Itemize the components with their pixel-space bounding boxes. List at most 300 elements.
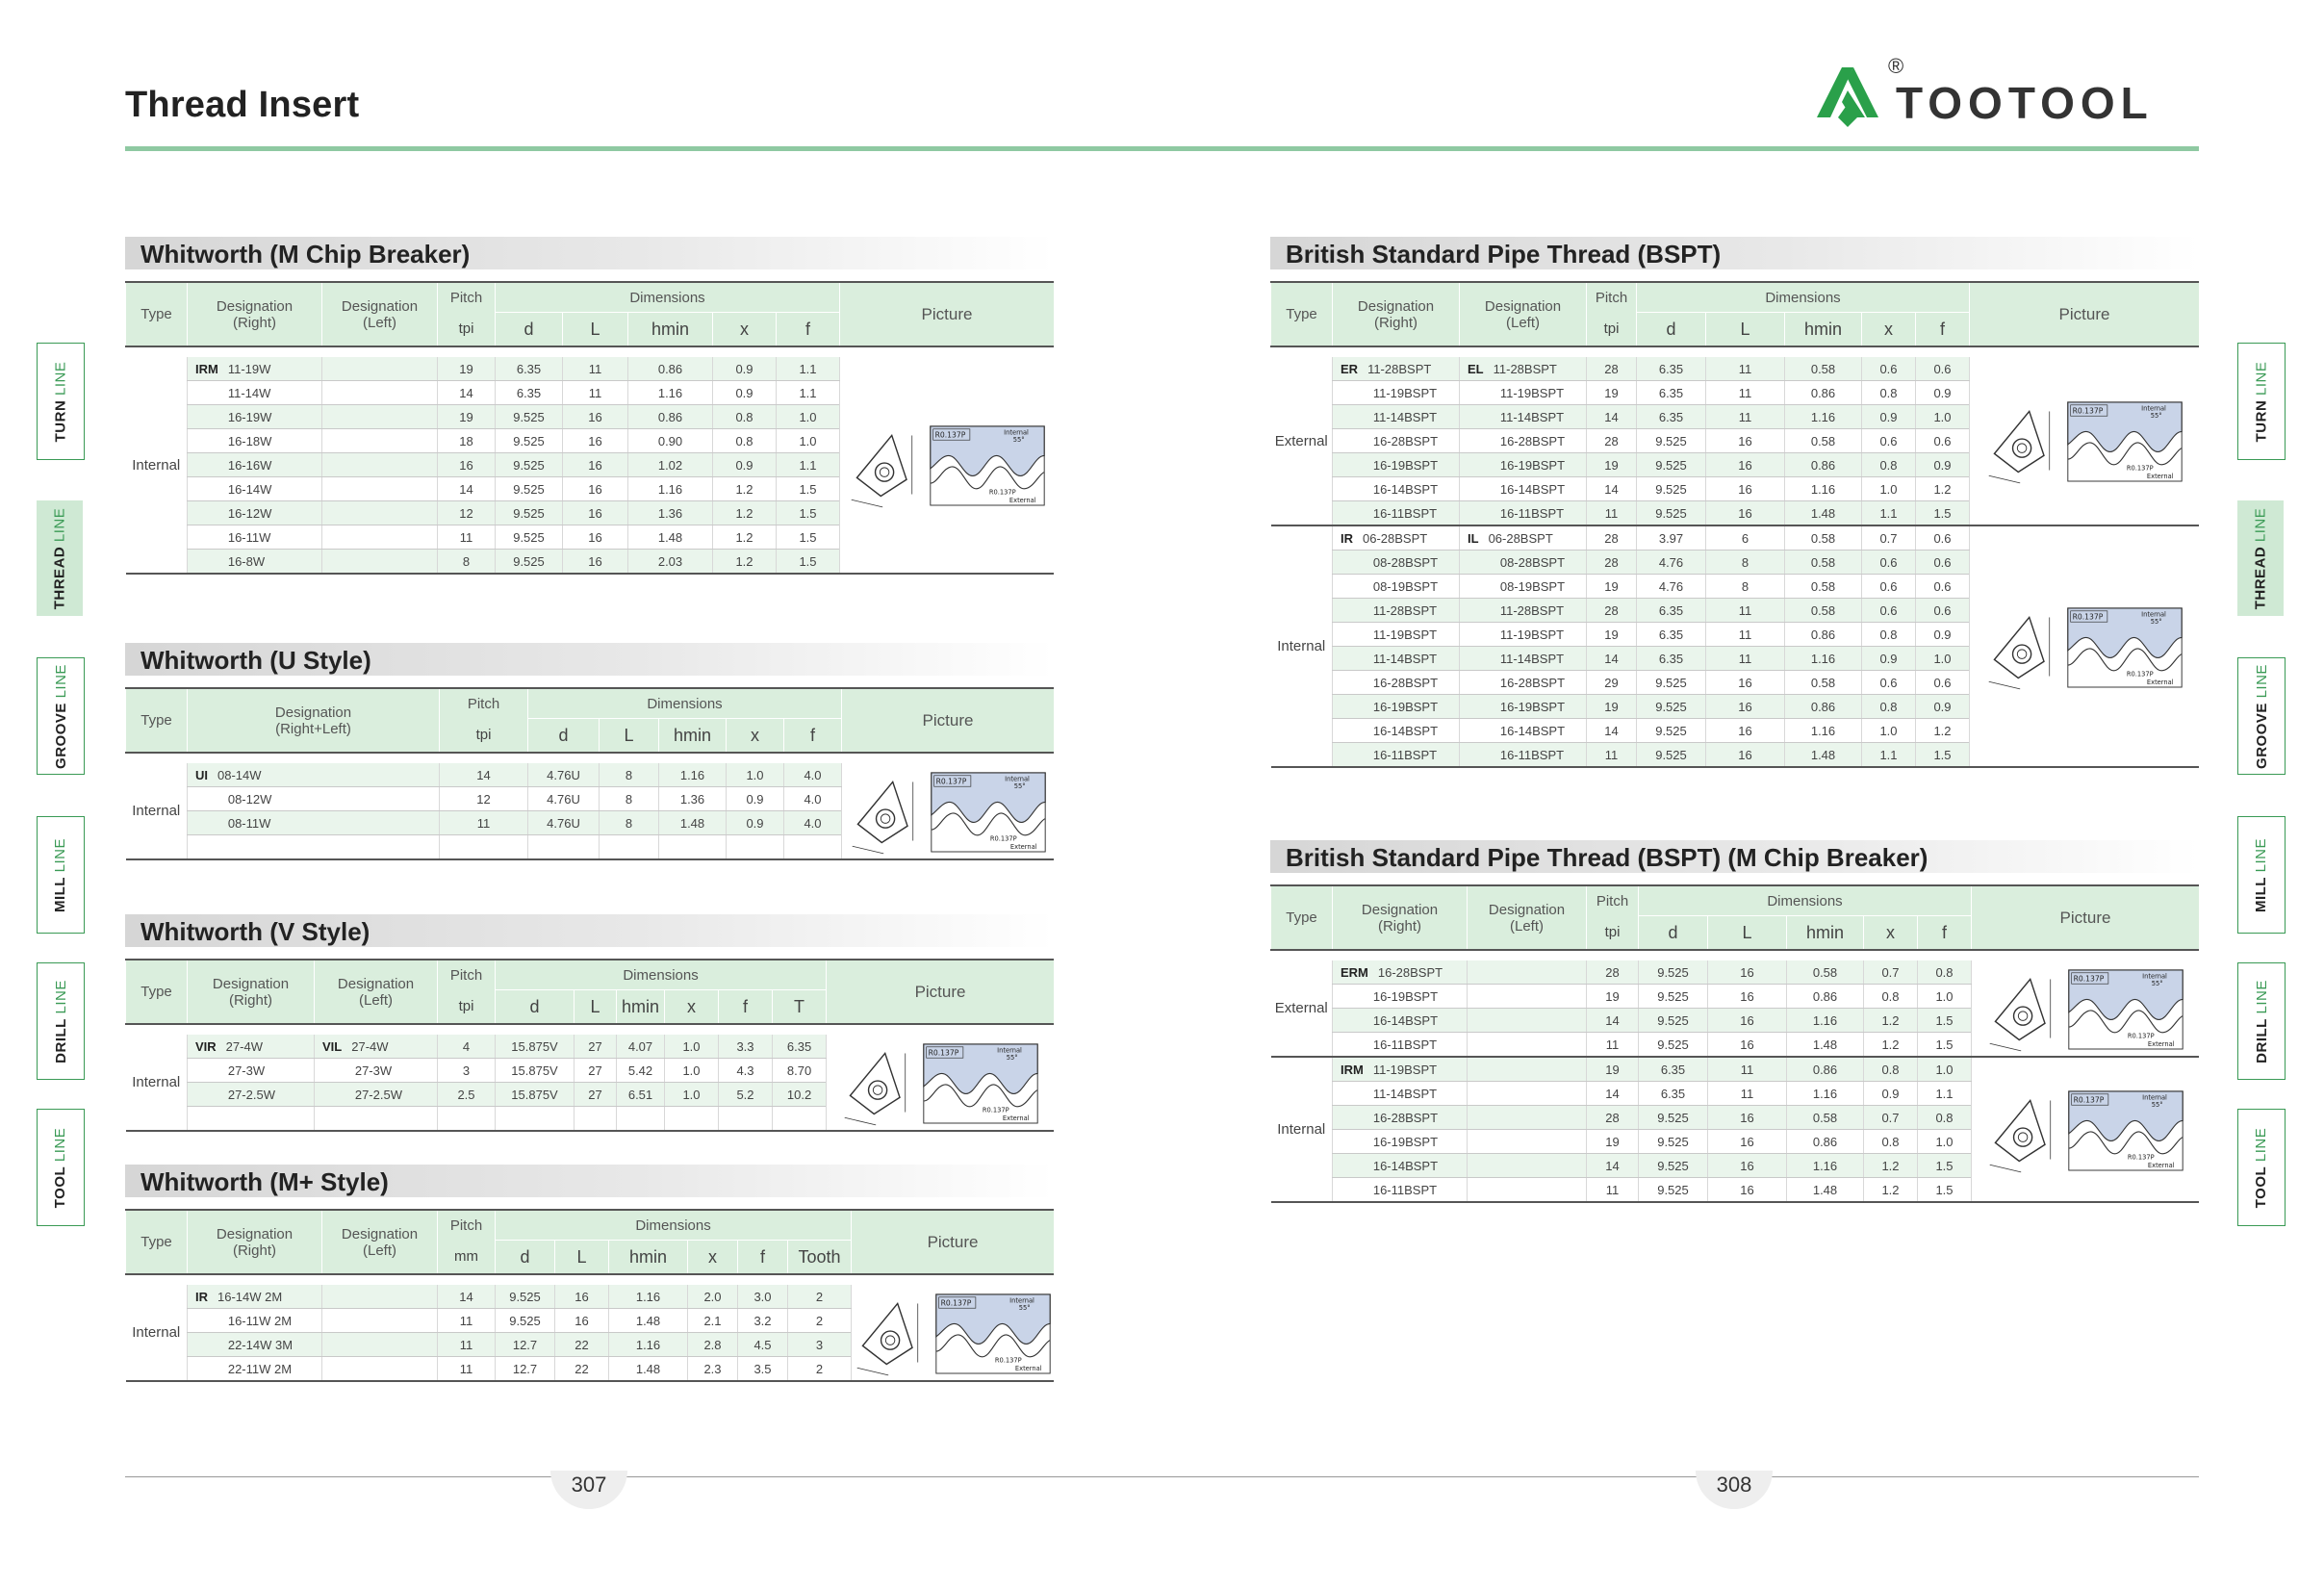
value-cell: 9.525 bbox=[496, 477, 563, 501]
value-cell: 19 bbox=[1587, 1057, 1639, 1082]
value-cell: 0.6 bbox=[1916, 551, 1970, 575]
value-cell bbox=[727, 835, 784, 860]
section-title: British Standard Pipe Thread (BSPT) (M Chip Breaker) bbox=[1270, 840, 2199, 873]
side-tab-mill[interactable] bbox=[37, 816, 85, 934]
table-body bbox=[1271, 950, 2200, 1202]
designation-cell: 16-11W 2M bbox=[188, 1309, 322, 1333]
value-cell: 6.35 bbox=[1637, 647, 1706, 671]
value-cell: 9.525 bbox=[1639, 1130, 1708, 1154]
value-cell: 0.9 bbox=[713, 453, 777, 477]
value-cell: 16 bbox=[1708, 1106, 1787, 1130]
value-cell: 28 bbox=[1587, 525, 1637, 551]
table-row bbox=[1271, 525, 2200, 551]
col-x: x bbox=[727, 719, 784, 754]
value-cell: 6.35 bbox=[1637, 381, 1706, 405]
col-type: Type bbox=[126, 960, 188, 1024]
internal-label: Internal bbox=[2141, 404, 2166, 413]
designation-cell: IL 06-28BSPT bbox=[1460, 525, 1587, 551]
value-cell: 9.525 bbox=[1637, 453, 1706, 477]
designation-cell bbox=[1468, 1057, 1587, 1082]
value-cell: 9.525 bbox=[1637, 477, 1706, 501]
value-cell: 4.0 bbox=[784, 763, 842, 787]
value-cell: 1.48 bbox=[609, 1309, 688, 1333]
value-cell: 2.5 bbox=[438, 1083, 496, 1107]
col-dimensions: Dimensions bbox=[496, 282, 840, 313]
col-pitch: Pitch bbox=[438, 282, 496, 313]
value-cell: 9.525 bbox=[1637, 695, 1706, 719]
col-designation-left: Designation (Left) bbox=[315, 960, 438, 1024]
value-cell: 14 bbox=[1587, 477, 1637, 501]
value-cell: 19 bbox=[438, 357, 496, 381]
value-cell: 0.9 bbox=[713, 381, 777, 405]
value-cell: 16 bbox=[1708, 1130, 1787, 1154]
thread-insert-diagram bbox=[1984, 1084, 2186, 1176]
value-cell: 11 bbox=[1706, 357, 1785, 381]
col-hmin: hmin bbox=[659, 719, 727, 754]
value-cell: 0.86 bbox=[1787, 1130, 1864, 1154]
table-body bbox=[126, 346, 1055, 574]
external-label: External bbox=[1009, 497, 1036, 505]
value-cell: 0.8 bbox=[1864, 985, 1918, 1009]
value-cell: 4.76 bbox=[1637, 575, 1706, 599]
designation-cell bbox=[1468, 960, 1587, 985]
value-cell: 9.525 bbox=[496, 525, 563, 550]
value-cell: 2.0 bbox=[688, 1285, 738, 1309]
col-hmin: hmin bbox=[628, 313, 713, 347]
designation-cell: 16-28BSPT bbox=[1333, 429, 1460, 453]
value-cell: 2.03 bbox=[628, 550, 713, 575]
designation-cell bbox=[188, 1107, 315, 1132]
side-tab-thread[interactable] bbox=[37, 500, 83, 616]
value-cell: 9.525 bbox=[1639, 1009, 1708, 1033]
value-cell: 9.525 bbox=[1639, 985, 1708, 1009]
value-cell: 0.8 bbox=[1864, 1130, 1918, 1154]
value-cell: 8 bbox=[600, 811, 659, 835]
picture-cell bbox=[852, 1285, 1054, 1381]
type-cell bbox=[1271, 1057, 1333, 1202]
side-tab-label: THREAD LINE bbox=[51, 507, 68, 609]
value-cell: 8 bbox=[1706, 551, 1785, 575]
col-dimensions: Dimensions bbox=[1637, 282, 1970, 313]
value-cell: 11 bbox=[440, 811, 528, 835]
internal-label: Internal bbox=[1004, 428, 1029, 437]
designation-cell: 08-28BSPT bbox=[1460, 551, 1587, 575]
insert-outline bbox=[1990, 1100, 2051, 1171]
col-T: T bbox=[773, 990, 827, 1025]
side-tab-groove[interactable] bbox=[37, 657, 85, 775]
col-type: Type bbox=[1271, 282, 1333, 346]
value-cell: 0.90 bbox=[628, 429, 713, 453]
value-cell: 11 bbox=[1587, 501, 1637, 526]
side-tab-label: MILL LINE bbox=[2253, 837, 2270, 912]
value-cell: 1.48 bbox=[628, 525, 713, 550]
designation-cell: ERM 16-28BSPT bbox=[1333, 960, 1468, 985]
value-cell: 9.525 bbox=[1637, 501, 1706, 526]
value-cell: 16 bbox=[1708, 1178, 1787, 1203]
col-designation-right: Designation (Right) bbox=[188, 282, 322, 346]
value-cell: 9.525 bbox=[496, 405, 563, 429]
table-body bbox=[1271, 346, 2200, 767]
value-cell: 0.58 bbox=[1785, 599, 1862, 623]
designation-cell: 11-19BSPT bbox=[1333, 381, 1460, 405]
type-label: Internal bbox=[1277, 1121, 1326, 1138]
value-cell: 0.86 bbox=[1785, 453, 1862, 477]
radius-label-internal: R0.137P bbox=[2072, 611, 2104, 621]
value-cell: 3.0 bbox=[738, 1285, 788, 1309]
table-row bbox=[126, 1285, 1055, 1309]
col-d: d bbox=[496, 990, 575, 1025]
value-cell: 0.6 bbox=[1916, 357, 1970, 381]
type-label: External bbox=[1274, 432, 1328, 449]
value-cell: 6.35 bbox=[1639, 1057, 1708, 1082]
value-cell: 28 bbox=[1587, 960, 1639, 985]
value-cell bbox=[659, 835, 727, 860]
value-cell: 15.875V bbox=[496, 1059, 575, 1083]
designation-cell bbox=[1468, 1033, 1587, 1058]
value-cell: 11 bbox=[1587, 1033, 1639, 1058]
value-cell: 1.5 bbox=[1918, 1154, 1972, 1178]
value-cell: 1.16 bbox=[609, 1285, 688, 1309]
value-cell: 4.76U bbox=[528, 787, 600, 811]
value-cell: 1.5 bbox=[777, 550, 840, 575]
designation-cell bbox=[322, 550, 438, 575]
spec-table bbox=[125, 1209, 1054, 1382]
designation-cell: ER 11-28BSPT bbox=[1333, 357, 1460, 381]
col-picture: Picture bbox=[852, 1210, 1054, 1274]
picture-cell bbox=[840, 357, 1055, 574]
value-cell: 1.0 bbox=[665, 1035, 719, 1059]
type-label: Internal bbox=[132, 803, 181, 819]
col-type: Type bbox=[126, 1210, 188, 1274]
value-cell: 0.86 bbox=[1785, 623, 1862, 647]
value-cell: 1.0 bbox=[1916, 647, 1970, 671]
designation-cell: 16-11BSPT bbox=[1333, 1033, 1468, 1058]
designation-cell bbox=[322, 429, 438, 453]
value-cell: 14 bbox=[1587, 1009, 1639, 1033]
value-cell: 27 bbox=[575, 1083, 617, 1107]
designation-cell: 16-28BSPT bbox=[1333, 1106, 1468, 1130]
designation-cell: UI 08-14W bbox=[188, 763, 440, 787]
value-cell: 1.0 bbox=[727, 763, 784, 787]
col-L: L bbox=[555, 1241, 609, 1275]
col-x: x bbox=[1864, 916, 1918, 951]
designation-cell: 08-19BSPT bbox=[1460, 575, 1587, 599]
designation-cell: IR 06-28BSPT bbox=[1333, 525, 1460, 551]
value-cell: 0.7 bbox=[1862, 525, 1916, 551]
col-tpi: tpi bbox=[1587, 916, 1639, 951]
col-picture: Picture bbox=[842, 688, 1055, 753]
value-cell: 12.7 bbox=[496, 1333, 555, 1357]
table-row bbox=[1271, 960, 2200, 985]
value-cell: 1.5 bbox=[1916, 501, 1970, 526]
value-cell: 0.6 bbox=[1916, 599, 1970, 623]
side-tab-label: TOOL LINE bbox=[52, 1127, 69, 1208]
insert-outline bbox=[1989, 411, 2050, 482]
value-cell: 0.86 bbox=[1787, 985, 1864, 1009]
designation-cell bbox=[322, 1309, 438, 1333]
picture-cell bbox=[1970, 357, 2200, 525]
side-tab-thread[interactable] bbox=[2237, 500, 2284, 616]
value-cell bbox=[784, 835, 842, 860]
col-d: d bbox=[1637, 313, 1706, 347]
designation-cell: 16-19W bbox=[188, 405, 322, 429]
col-f: f bbox=[1918, 916, 1972, 951]
value-cell: 5.2 bbox=[719, 1083, 773, 1107]
col-x: x bbox=[713, 313, 777, 347]
side-tab-tool[interactable] bbox=[2237, 1109, 2286, 1226]
value-cell: 1.36 bbox=[659, 787, 727, 811]
value-cell: 11 bbox=[1708, 1082, 1787, 1106]
side-tab-groove[interactable] bbox=[2237, 657, 2286, 775]
value-cell: 1.16 bbox=[1785, 477, 1862, 501]
col-pitch: Pitch bbox=[440, 688, 528, 719]
value-cell: 1.1 bbox=[777, 453, 840, 477]
value-cell: 1.2 bbox=[1916, 719, 1970, 743]
internal-label: Internal bbox=[2142, 1093, 2167, 1101]
value-cell: 0.58 bbox=[1787, 960, 1864, 985]
designation-cell bbox=[322, 453, 438, 477]
value-cell: 8.70 bbox=[773, 1059, 827, 1083]
spec-table bbox=[125, 687, 1054, 860]
designation-cell: 16-28BSPT bbox=[1460, 671, 1587, 695]
value-cell: 0.9 bbox=[1916, 695, 1970, 719]
value-cell: 16 bbox=[563, 453, 628, 477]
side-tab-label: DRILL LINE bbox=[52, 979, 69, 1063]
value-cell: 2.3 bbox=[688, 1357, 738, 1382]
value-cell: 14 bbox=[1587, 405, 1637, 429]
page-number-right: 308 bbox=[1696, 1471, 1773, 1509]
value-cell: 0.8 bbox=[1862, 695, 1916, 719]
value-cell: 1.5 bbox=[777, 501, 840, 525]
tootool-mark-icon bbox=[1809, 56, 1886, 133]
col-picture: Picture bbox=[1970, 282, 2200, 346]
value-cell: 9.525 bbox=[496, 429, 563, 453]
designation-cell: 11-14W bbox=[188, 381, 322, 405]
value-cell: 0.8 bbox=[1862, 453, 1916, 477]
col-designation-right: Designation (Right) bbox=[188, 1210, 322, 1274]
value-cell: 0.58 bbox=[1785, 551, 1862, 575]
col-designation-left: Designation (Left) bbox=[322, 1210, 438, 1274]
col-picture: Picture bbox=[840, 282, 1055, 346]
radius-label-internal: R0.137P bbox=[940, 1297, 972, 1307]
value-cell: 16 bbox=[1706, 671, 1785, 695]
value-cell: 11 bbox=[563, 381, 628, 405]
table-spacer bbox=[126, 346, 1055, 357]
designation-cell: 27-2.5W bbox=[315, 1083, 438, 1107]
designation-cell: EL 11-28BSPT bbox=[1460, 357, 1587, 381]
table-row bbox=[1271, 357, 2200, 381]
value-cell: 1.0 bbox=[777, 405, 840, 429]
value-cell: 1.5 bbox=[1918, 1033, 1972, 1058]
value-cell: 19 bbox=[1587, 1130, 1639, 1154]
designation-cell: 16-14W bbox=[188, 477, 322, 501]
radius-label-external: R0.137P bbox=[2127, 1153, 2155, 1162]
value-cell: 12 bbox=[440, 787, 528, 811]
col-picture: Picture bbox=[1972, 885, 2200, 950]
value-cell: 4.76 bbox=[1637, 551, 1706, 575]
internal-label: Internal bbox=[1005, 775, 1030, 782]
value-cell: 19 bbox=[1587, 575, 1637, 599]
type-label: External bbox=[1274, 1000, 1328, 1016]
side-tab-drill[interactable] bbox=[37, 962, 85, 1080]
angle-label: 55° bbox=[1006, 1053, 1018, 1062]
value-cell: 1.5 bbox=[1918, 1178, 1972, 1203]
side-tab-drill[interactable] bbox=[2237, 962, 2286, 1080]
external-label: External bbox=[2146, 678, 2174, 686]
value-cell: 16 bbox=[438, 453, 496, 477]
value-cell: 9.525 bbox=[1637, 671, 1706, 695]
thread-insert-diagram bbox=[852, 1287, 1054, 1379]
section-title: Whitworth (M Chip Breaker) bbox=[125, 237, 1054, 269]
insert-outline bbox=[857, 1303, 918, 1374]
side-tab-turn[interactable] bbox=[37, 343, 85, 460]
col-designation: Designation (Right+Left) bbox=[188, 688, 440, 753]
designation-cell: IRM 11-19W bbox=[188, 357, 322, 381]
value-cell: 14 bbox=[1587, 1154, 1639, 1178]
value-cell: 1.5 bbox=[777, 525, 840, 550]
value-cell: 0.9 bbox=[1916, 623, 1970, 647]
col-d: d bbox=[496, 313, 563, 347]
value-cell: 0.58 bbox=[1785, 671, 1862, 695]
thread-profile bbox=[2068, 607, 2182, 686]
designation-cell: 22-14W 3M bbox=[188, 1333, 322, 1357]
designation-cell bbox=[322, 477, 438, 501]
radius-label-internal: R0.137P bbox=[934, 430, 966, 440]
value-cell: 16 bbox=[555, 1309, 609, 1333]
type-cell bbox=[1271, 960, 1333, 1057]
radius-label-external: R0.137P bbox=[2127, 1032, 2155, 1040]
value-cell: 16 bbox=[1706, 501, 1785, 526]
value-cell: 1.1 bbox=[1862, 743, 1916, 768]
value-cell: 1.48 bbox=[1785, 743, 1862, 768]
value-cell bbox=[496, 1107, 575, 1132]
side-tab-label: TOOL LINE bbox=[2253, 1127, 2270, 1208]
value-cell: 8 bbox=[600, 787, 659, 811]
value-cell: 1.5 bbox=[1916, 743, 1970, 768]
value-cell: 11 bbox=[1706, 381, 1785, 405]
col-L: L bbox=[575, 990, 617, 1025]
picture-cell bbox=[827, 1035, 1054, 1131]
value-cell: 9.525 bbox=[1639, 1033, 1708, 1058]
col-f: f bbox=[719, 990, 773, 1025]
value-cell: 11 bbox=[1706, 623, 1785, 647]
value-cell: 0.8 bbox=[1862, 623, 1916, 647]
value-cell: 0.6 bbox=[1862, 429, 1916, 453]
value-cell: 28 bbox=[1587, 429, 1637, 453]
side-tab-tool[interactable] bbox=[37, 1109, 85, 1226]
col-type: Type bbox=[1271, 885, 1333, 950]
value-cell: 0.9 bbox=[727, 787, 784, 811]
value-cell: 0.6 bbox=[1862, 575, 1916, 599]
value-cell: 4.3 bbox=[719, 1059, 773, 1083]
designation-cell bbox=[1468, 1154, 1587, 1178]
side-tab-label: GROOVE LINE bbox=[52, 663, 69, 769]
col-d: d bbox=[496, 1241, 555, 1275]
designation-cell bbox=[1468, 1082, 1587, 1106]
value-cell: 2.1 bbox=[688, 1309, 738, 1333]
thread-insert-diagram bbox=[839, 1037, 1041, 1129]
internal-label: Internal bbox=[997, 1046, 1022, 1054]
value-cell: 16 bbox=[563, 429, 628, 453]
designation-cell bbox=[322, 525, 438, 550]
radius-label-external: R0.137P bbox=[989, 834, 1017, 843]
designation-cell: 16-28BSPT bbox=[1460, 429, 1587, 453]
table-row bbox=[1271, 1057, 2200, 1082]
col-L: L bbox=[563, 313, 628, 347]
value-cell: 1.5 bbox=[777, 477, 840, 501]
col-designation-left: Designation (Left) bbox=[1468, 885, 1587, 950]
designation-cell: 11-14BSPT bbox=[1333, 647, 1460, 671]
value-cell bbox=[665, 1107, 719, 1132]
value-cell: 0.6 bbox=[1916, 671, 1970, 695]
designation-cell: 16-14BSPT bbox=[1333, 719, 1460, 743]
value-cell: 19 bbox=[1587, 453, 1637, 477]
value-cell: 16 bbox=[1706, 477, 1785, 501]
angle-label: 55° bbox=[2151, 979, 2163, 987]
designation-cell: 16-19BSPT bbox=[1460, 695, 1587, 719]
value-cell: 0.6 bbox=[1862, 599, 1916, 623]
designation-cell: 11-19BSPT bbox=[1460, 381, 1587, 405]
page-title: Thread Insert bbox=[125, 85, 360, 125]
side-tab-turn[interactable] bbox=[2237, 343, 2286, 460]
value-cell: 3 bbox=[788, 1333, 852, 1357]
value-cell: 6.35 bbox=[496, 357, 563, 381]
spec-table bbox=[125, 959, 1054, 1132]
designation-cell bbox=[1468, 1178, 1587, 1203]
value-cell: 2 bbox=[788, 1285, 852, 1309]
value-cell: 12.7 bbox=[496, 1357, 555, 1382]
radius-label-external: R0.137P bbox=[994, 1356, 1022, 1365]
angle-label: 55° bbox=[2150, 412, 2162, 421]
value-cell: 4.0 bbox=[784, 787, 842, 811]
col-f: f bbox=[738, 1241, 788, 1275]
side-tab-label: DRILL LINE bbox=[2253, 979, 2270, 1063]
col-hmin: hmin bbox=[609, 1241, 688, 1275]
spec-table bbox=[1270, 884, 2199, 1203]
value-cell: 1.0 bbox=[1918, 985, 1972, 1009]
value-cell: 9.525 bbox=[1639, 1106, 1708, 1130]
value-cell: 1.16 bbox=[1787, 1154, 1864, 1178]
value-cell: 11 bbox=[1706, 405, 1785, 429]
designation-cell: 08-19BSPT bbox=[1333, 575, 1460, 599]
value-cell: 9.525 bbox=[1637, 429, 1706, 453]
value-cell: 6.35 bbox=[1637, 405, 1706, 429]
internal-label: Internal bbox=[1009, 1296, 1034, 1304]
value-cell: 11 bbox=[438, 1333, 496, 1357]
value-cell: 28 bbox=[1587, 357, 1637, 381]
type-cell bbox=[1271, 357, 1333, 525]
picture-cell bbox=[1972, 960, 2200, 1057]
value-cell: 1.0 bbox=[665, 1083, 719, 1107]
designation-cell: 11-14BSPT bbox=[1333, 405, 1460, 429]
value-cell: 0.9 bbox=[1916, 453, 1970, 477]
col-L: L bbox=[1706, 313, 1785, 347]
value-cell: 4.0 bbox=[784, 811, 842, 835]
external-label: External bbox=[2147, 1161, 2175, 1169]
side-tab-label: THREAD LINE bbox=[2252, 507, 2269, 609]
designation-cell bbox=[1468, 1130, 1587, 1154]
value-cell: 0.6 bbox=[1862, 671, 1916, 695]
col-pitch: Pitch bbox=[1587, 885, 1639, 916]
side-tab-mill[interactable] bbox=[2237, 816, 2286, 934]
radius-label-internal: R0.137P bbox=[2073, 1094, 2105, 1104]
value-cell: 1.2 bbox=[713, 477, 777, 501]
designation-cell: 27-3W bbox=[315, 1059, 438, 1083]
value-cell: 16 bbox=[1706, 429, 1785, 453]
designation-cell: 16-14BSPT bbox=[1460, 477, 1587, 501]
radius-label-external: R0.137P bbox=[2126, 670, 2154, 679]
col-hmin: hmin bbox=[1787, 916, 1864, 951]
